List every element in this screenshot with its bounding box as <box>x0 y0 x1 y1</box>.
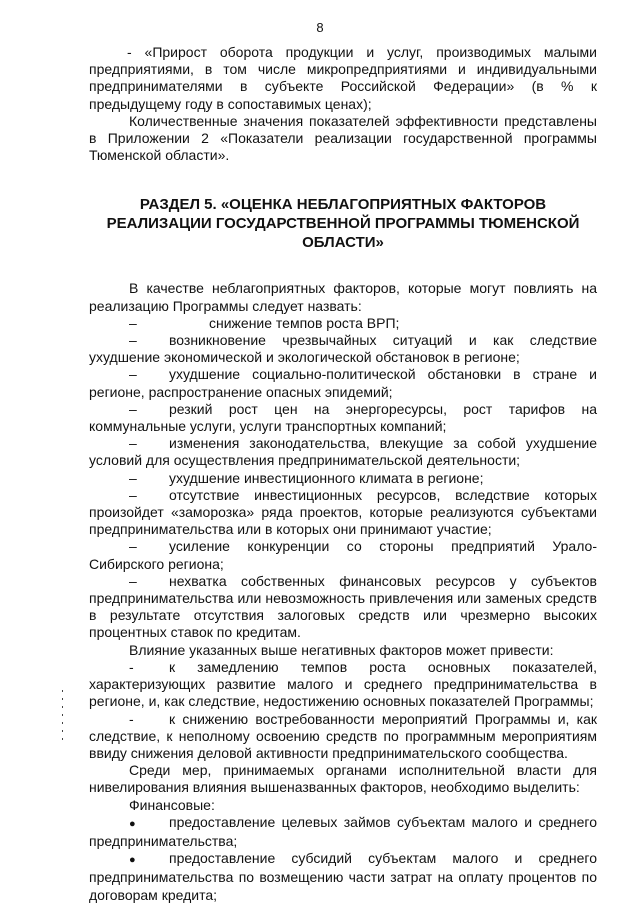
factor-item: – нехватка собственных финансовых ресурсов у субъектов предпринимательства или невозможность привлечения или заменых средств в результате отсутствия залоговых средств или чрезмерно высоких процентных ставок по кредитам. <box>89 572 597 641</box>
financial-measure-item: ● предоставление целевых займов субъектам малого и среднего предпринимательства; <box>89 813 597 849</box>
factor-item: – возникновение чрезвычайных ситуаций и как следствие ухудшение экономической и экологической обстановок в регионе; <box>89 332 597 366</box>
measures-intro: Среди мер, принимаемых органами исполнительной власти для нивелирования влияния вышеназванных факторов, необходимо выделить: <box>89 762 597 796</box>
factor-item: – изменения законодательства, влекущие за собой ухудшение условий для осуществления предпринимательской деятельности; <box>89 435 597 469</box>
factor-item: – отсутствие инвестиционных ресурсов, вследствие которых произойдет «заморозка» ряда проектов, которые реализуются субъектами предпринимательства или в которых они принимают участие; <box>89 486 597 538</box>
dash-marker: – <box>129 314 137 331</box>
hyphen-marker: - <box>129 658 134 675</box>
dash-marker: – <box>129 469 137 486</box>
consequences-intro: Влияние указанных выше негативных факторов может привести: <box>129 641 554 658</box>
indicator-item: - «Прирост оборота продукции и услуг, производимых малыми предприятиями, в том числе микропредприятиями и индивидуальными предпринимателями в субъекте Российской Федерации» (в % к предыдущему году в сопоставимых ценах); <box>89 44 597 112</box>
page-number: 8 <box>316 20 324 35</box>
scan-margin-marks <box>62 690 64 750</box>
dash-marker: – <box>129 538 137 555</box>
consequence-item: - к снижению востребованности мероприятий Программы и, как следствие, к неполному освоению средств по программным мероприятиям ввиду снижения деловой активности предпринимательского сообщества. <box>89 710 597 761</box>
document-body <box>89 44 597 904</box>
dash-marker: – <box>129 366 137 383</box>
bullet-icon: ● <box>129 817 136 830</box>
factors-intro: В качестве неблагоприятных факторов, которые могут повлиять на реализацию Программы следует назвать: <box>89 280 597 314</box>
dash-marker: – <box>129 400 137 417</box>
section-heading: РАЗДЕЛ 5. «ОЦЕНКА НЕБЛАГОПРИЯТНЫХ ФАКТОРОВ РЕАЛИЗАЦИИ ГОСУДАРСТВЕННОЙ ПРОГРАММЫ ТЮМЕНСКОЙ ОБЛАСТИ» <box>106 196 580 252</box>
factor-item: – ухудшение социально-политической обстановки в стране и регионе, распространение опасных эпидемий; <box>89 366 597 400</box>
financial-label: Финансовые: <box>129 796 215 813</box>
financial-measure-item: ● предоставление субсидий субъектам малого и среднего предпринимательства по возмещению части затрат на оплату процентов по договорам кредита; <box>89 850 597 903</box>
factor-item: – резкий рост цен на энергоресурсы, рост тарифов на коммунальные услуги, услуги транспортных компаний; <box>89 400 597 435</box>
factor-item: – усиление конкуренции со стороны предприятий Урало-Сибирского региона; <box>89 538 597 572</box>
factor-item: – снижение темпов роста ВРП; <box>89 315 597 332</box>
consequence-item: - к замедлению темпов роста основных показателей, характеризующих развитие малого и среднего предпринимательства в регионе, и, как следствие, недостижению основных показателей Программы; <box>89 658 597 710</box>
dash-marker: – <box>129 332 137 349</box>
factor-item: – ухудшение инвестиционного климата в регионе; <box>89 470 597 487</box>
dash-marker: – <box>129 572 137 589</box>
dash-marker: – <box>129 486 137 503</box>
bullet-icon: ● <box>129 854 136 867</box>
hyphen-marker: - <box>129 710 134 727</box>
dash-marker: – <box>129 435 137 452</box>
indicators-reference-paragraph: Количественные значения показателей эффективности представлены в Приложении 2 «Показатели реализации государственной программы Тюменской области». <box>89 112 597 164</box>
